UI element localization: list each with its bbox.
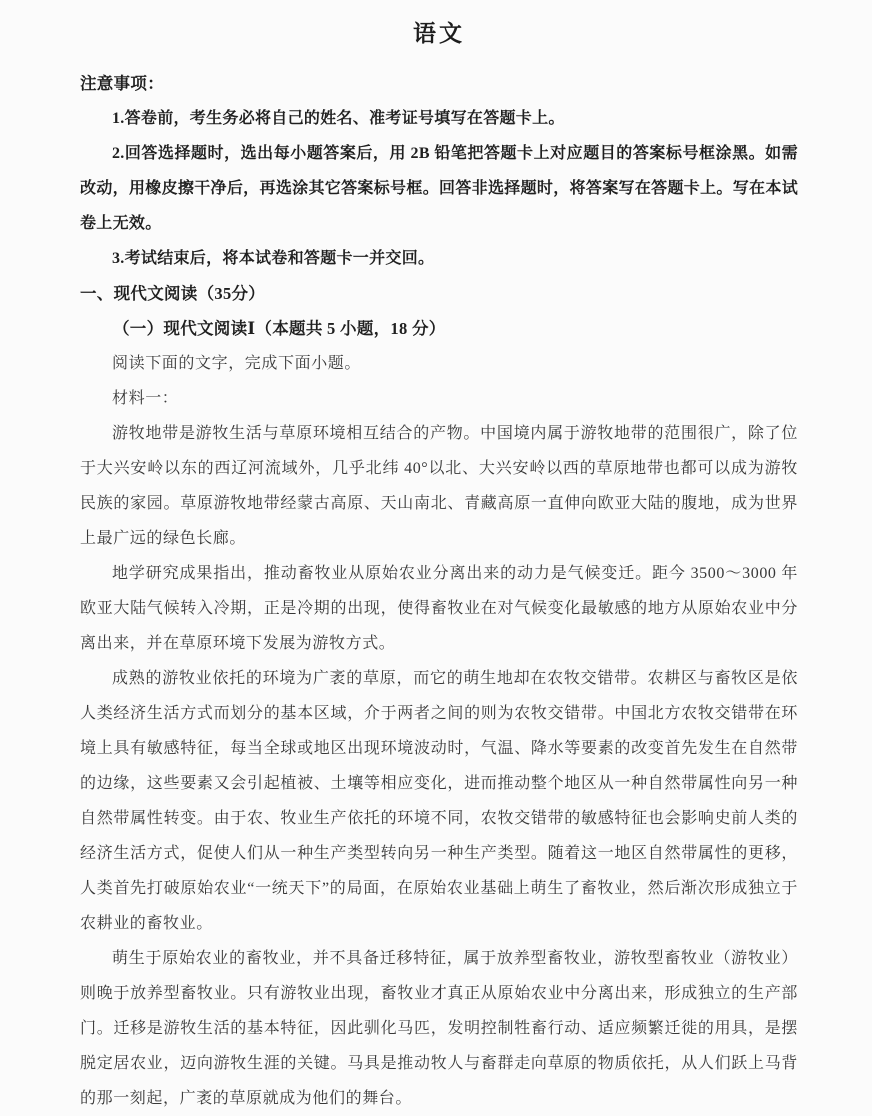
material-paragraph-2: 地学研究成果指出，推动畜牧业从原始农业分离出来的动力是气候变迁。距今 3500～3000 年欧亚大陆气候转入冷期，正是冷期的出现，使得畜牧业在对气候变化最敏感的地方从原始农业中分离出来，并在草原环境下发展为游牧方式。 <box>80 565 798 652</box>
page-title: 语文 <box>413 21 465 46</box>
reading-instruction: 阅读下面的文字，完成下面小题。 <box>112 355 362 372</box>
notice-item-2: 2.回答选择题时，选出每小题答案后，用 2B 铅笔把答题卡上对应题目的答案标号框涂黑。如需改动，用橡皮擦干净后，再选涂其它答案标号框。回答非选择题时，将答案写在答题卡上。写在本试卷上无效。 <box>80 145 798 232</box>
notice-item-1: 1.答卷前，考生务必将自己的姓名、准考证号填写在答题卡上。 <box>112 110 565 127</box>
material-label: 材料一： <box>112 390 179 407</box>
notice-item-3: 3.考试结束后，将本试卷和答题卡一并交回。 <box>112 250 435 267</box>
section-heading: 一、现代文阅读（35分） <box>80 284 266 303</box>
subsection-heading: （一）现代文阅读Ⅰ（本题共 5 小题，18 分） <box>113 319 446 338</box>
material-paragraph-3: 成熟的游牧业依托的环境为广袤的草原，而它的萌生地却在农牧交错带。农耕区与畜牧区是依人类经济生活方式而划分的基本区域，介于两者之间的则为农牧交错带。中国北方农牧交错带在环境上具有敏感特征，每当全球或地区出现环境波动时，气温、降水等要素的改变首先发生在自然带的边缘，这些要素又会引起植被、土壤等相应变化，进而推动整个地区从一种自然带属性向另一种自然带属性转变。由于农、牧业生产依托的环境不同，农牧交错带的敏感特征也会影响史前人类的经济生活方式，促使人们从一种生产类型转向另一种生产类型。随着这一地区自然带属性的更移，人类首先打破原始农业“一统天下”的局面，在原始农业基础上萌生了畜牧业，然后渐次形成独立于农耕业的畜牧业。 <box>80 670 798 932</box>
material-paragraph-1: 游牧地带是游牧生活与草原环境相互结合的产物。中国境内属于游牧地带的范围很广，除了位于大兴安岭以东的西辽河流域外，几乎北纬 40°以北、大兴安岭以西的草原地带也都可以成为游牧民族的家园。草原游牧地带经蒙古高原、天山南北、青藏高原一直伸向欧亚大陆的腹地，成为世界上最广远的绿色长廊。 <box>80 425 798 547</box>
material-paragraph-4: 萌生于原始农业的畜牧业，并不具备迁移特征，属于放养型畜牧业，游牧型畜牧业（游牧业）则晚于放养型畜牧业。只有游牧业出现，畜牧业才真正从原始农业中分离出来，形成独立的生产部门。迁移是游牧生活的基本特征，因此驯化马匹，发明控制牲畜行动、适应频繁迁徙的用具，是摆脱定居农业，迈向游牧生涯的关键。马具是推动牧人与畜群走向草原的物质依托，从人们跃上马背的那一刻起，广袤的草原就成为他们的舞台。 <box>80 950 798 1107</box>
notice-heading: 注意事项： <box>80 74 164 93</box>
